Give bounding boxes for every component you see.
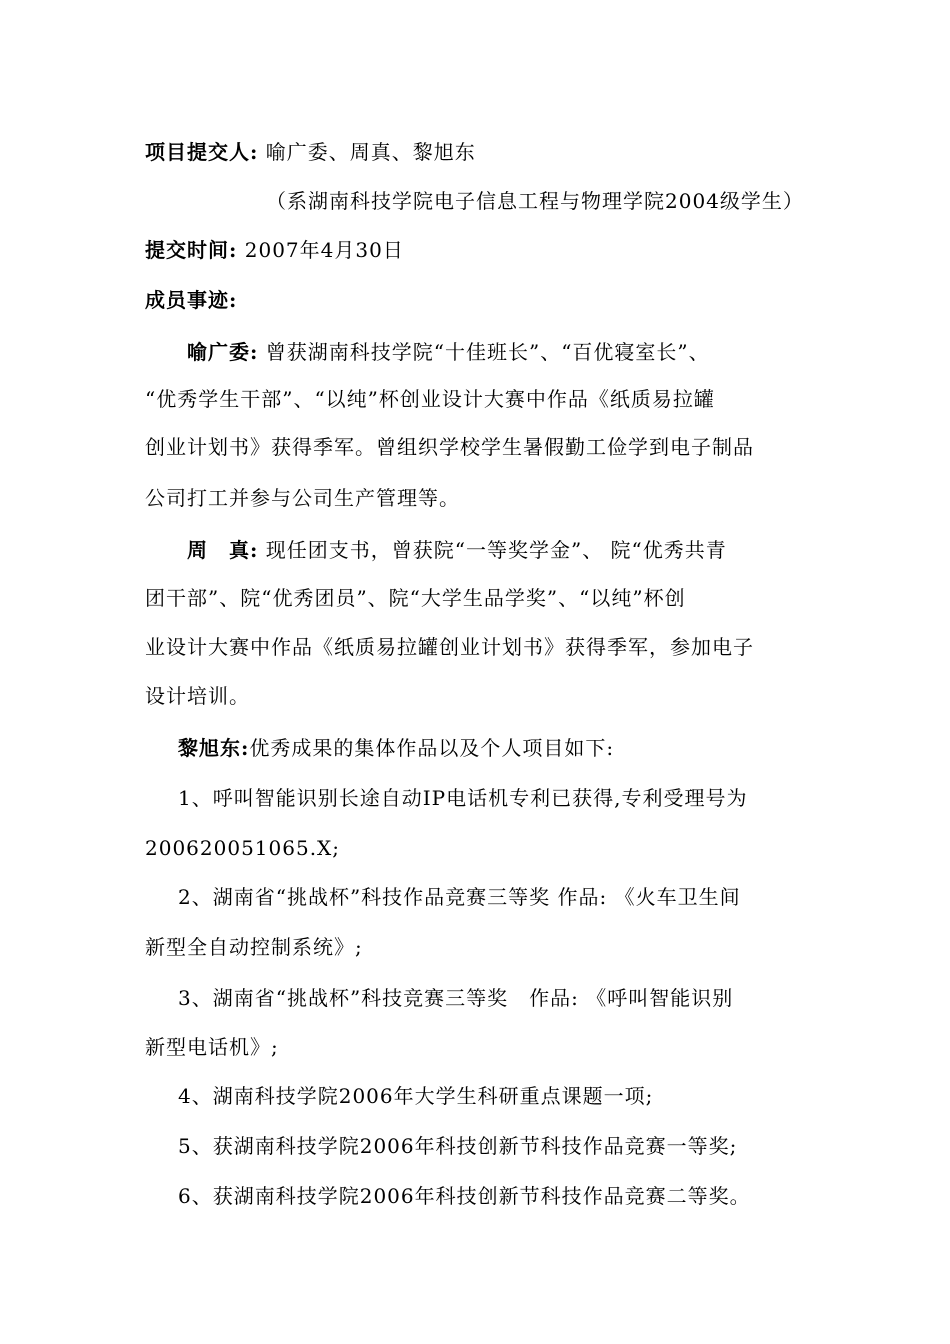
members-heading: 成员事迹: <box>145 288 238 312</box>
submitters-line <box>145 137 815 167</box>
submit-time-label: 提交时间: <box>145 238 238 262</box>
submit-time-value: 2007年4月30日 <box>244 238 404 262</box>
achievement-1-line2: 200620051065.X; <box>145 836 341 860</box>
member1-text1: 曾获湖南科技学院“十佳班长”、“百优寝室长”、 <box>265 340 710 364</box>
member2-line2: 团干部”、院“优秀团员”、院“大学生品学奖”、“以纯”杯创 <box>145 586 686 610</box>
achievement-3-line1: 3、湖南省“挑战杯”科技竞赛三等奖 作品: 《呼叫智能识别 <box>178 986 734 1010</box>
member3-line1 <box>178 733 848 763</box>
member2-line4: 设计培训。 <box>145 684 250 708</box>
achievement-1-line1: 1、呼叫智能识别长途自动IP电话机专利已获得,专利受理号为 <box>178 786 748 810</box>
member3-intro: 优秀成果的集体作品以及个人项目如下: <box>249 736 615 760</box>
member1-line1 <box>187 337 857 367</box>
member1-name: 喻广委: <box>187 340 259 364</box>
member2-line3: 业设计大赛中作品《纸质易拉罐创业计划书》获得季军，参加电子 <box>145 635 754 659</box>
achievement-6: 6、获湖南科技学院2006年科技创新节科技作品竞赛二等奖。 <box>178 1184 751 1208</box>
achievement-3-line2: 新型电话机》; <box>145 1035 279 1059</box>
member1-line4: 公司打工并参与公司生产管理等。 <box>145 486 460 510</box>
member2-line1 <box>187 535 857 565</box>
submitters-value: 喻广委、周真、黎旭东 <box>265 140 476 164</box>
member2-name: 周 真: <box>187 538 259 562</box>
achievement-2-line1: 2、湖南省“挑战杯”科技作品竞赛三等奖 作品: 《火车卫生间 <box>178 885 741 909</box>
achievement-4: 4、湖南科技学院2006年大学生科研重点课题一项; <box>178 1084 654 1108</box>
member2-text1: 现任团支书，曾获院“一等奖学金”、 院“优秀共青 <box>265 538 727 562</box>
achievement-5: 5、获湖南科技学院2006年科技创新节科技作品竞赛一等奖; <box>178 1134 738 1158</box>
achievement-2-line2: 新型全自动控制系统》; <box>145 935 363 959</box>
submit-time-line <box>145 235 815 265</box>
submitters-label: 项目提交人: <box>145 140 259 164</box>
member1-line3: 创业计划书》获得季军。曾组织学校学生暑假勤工俭学到电子制品 <box>145 435 754 459</box>
submitters-note: （系湖南科技学院电子信息工程与物理学院2004级学生） <box>266 189 804 213</box>
member3-name: 黎旭东: <box>178 736 250 760</box>
member1-line2: “优秀学生干部”、“以纯”杯创业设计大赛中作品《纸质易拉罐 <box>145 387 715 411</box>
